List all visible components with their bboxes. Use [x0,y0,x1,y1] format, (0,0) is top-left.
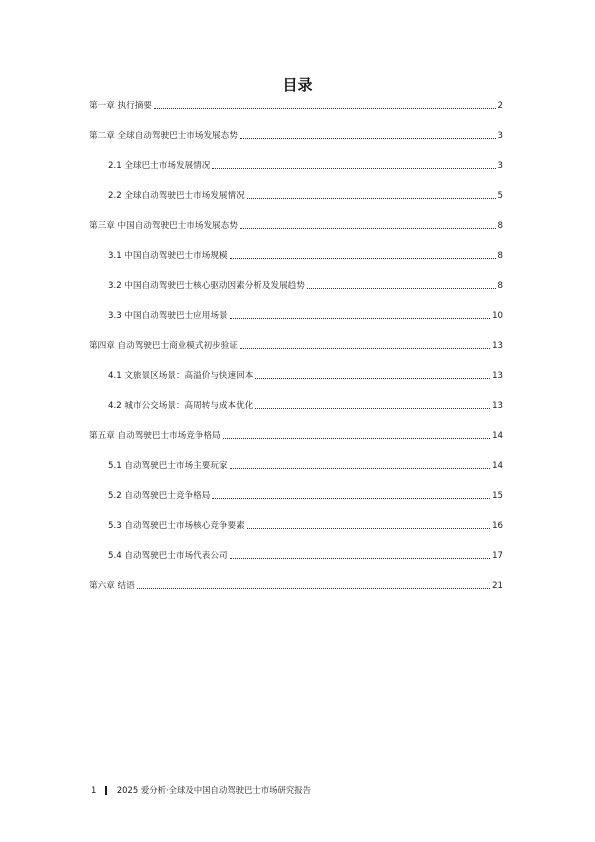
toc-page-number: 8 [497,281,503,291]
dot-leader [212,497,490,499]
dot-leader [137,587,490,589]
toc-entry-label: 3.2 中国自动驾驶巴士核心驱动因素分析及发展趋势 [108,281,305,291]
dot-leader [255,377,490,379]
toc-entry-label: 第四章 自动驾驶巴士商业模式初步验证 [89,341,238,351]
toc-entry-label: 第三章 中国自动驾驶巴士市场发展态势 [89,221,238,231]
toc-entry-label: 2.2 全球自动驾驶巴士市场发展情况 [108,191,245,201]
dot-leader [255,407,490,409]
toc-entry-label: 4.1 文旅景区场景：高溢价与快速回本 [108,371,254,381]
dot-leader [240,137,496,139]
toc-entry-section-3-2[interactable] [108,280,503,292]
toc-entry-section-4-2[interactable] [108,400,503,412]
toc-page-number: 3 [497,161,503,171]
page-footer [91,784,311,796]
dot-leader [230,317,491,319]
dot-leader [247,197,496,199]
toc-page-number: 2 [497,101,503,111]
toc-page-number: 13 [492,401,503,411]
toc-page-number: 14 [492,431,503,441]
toc-page-number: 8 [497,221,503,231]
toc-entry-chapter-6[interactable] [89,580,503,592]
dot-leader [240,227,496,229]
footer-report-title: 2025 爱分析·全球及中国自动驾驶巴士市场研究报告 [116,785,311,795]
toc-entry-section-2-1[interactable] [108,160,503,172]
toc-page-number: 16 [492,521,503,531]
toc-entry-label: 3.3 中国自动驾驶巴士应用场景 [108,311,228,321]
toc-entry-section-3-1[interactable] [108,250,503,262]
toc-entry-chapter-3[interactable] [89,220,503,232]
toc-entry-section-2-2[interactable] [108,190,503,202]
toc-entry-label: 第五章 自动驾驶巴士市场竞争格局 [89,431,221,441]
toc-entry-section-5-3[interactable] [108,520,503,532]
toc-entry-label: 5.4 自动驾驶巴士市场代表公司 [108,551,228,561]
toc-page-number: 14 [492,461,503,471]
toc-entry-label: 5.3 自动驾驶巴士市场核心竞争要素 [108,521,245,531]
dot-leader [230,257,496,259]
dot-leader [307,287,496,289]
toc-page-number: 10 [492,311,503,321]
toc-entry-chapter-1[interactable] [89,100,503,112]
toc-entry-label: 5.1 自动驾驶巴士市场主要玩家 [108,461,228,471]
toc-entry-section-5-1[interactable] [108,460,503,472]
toc-entry-label: 4.2 城市公交场景：高周转与成本优化 [108,401,254,411]
toc-entry-chapter-4[interactable] [89,340,503,352]
dot-leader [154,107,496,109]
toc-entry-chapter-5[interactable] [89,430,503,442]
dot-leader [240,347,490,349]
toc-page-number: 13 [492,371,503,381]
toc-page-number: 3 [497,131,503,141]
toc-page-number: 8 [497,251,503,261]
dot-leader [247,527,490,529]
footer-page-number: 1 [91,785,97,795]
footer-divider [105,786,107,795]
dot-leader [230,467,491,469]
page-title: 目录 [282,76,313,94]
dot-leader [230,557,491,559]
toc-entry-section-4-1[interactable] [108,370,503,382]
toc-page-number: 21 [492,581,503,591]
toc-entry-label: 3.1 中国自动驾驶巴士市场规模 [108,251,228,261]
dot-leader [223,437,490,439]
toc-entry-label: 第二章 全球自动驾驶巴士市场发展态势 [89,131,238,141]
dot-leader [212,167,495,169]
toc-entry-label: 第六章 结语 [89,581,135,591]
toc-entry-section-5-4[interactable] [108,550,503,562]
toc-entry-section-3-3[interactable] [108,310,503,322]
toc-page-number: 5 [497,191,503,201]
toc-entry-section-5-2[interactable] [108,490,503,502]
toc-page-number: 17 [492,551,503,561]
toc-entry-label: 第一章 执行摘要 [89,101,152,111]
toc-entry-label: 5.2 自动驾驶巴士竞争格局 [108,491,211,501]
toc-page-number: 15 [492,491,503,501]
toc-entry-label: 2.1 全球巴士市场发展情况 [108,161,211,171]
toc-entry-chapter-2[interactable] [89,130,503,142]
toc-page-number: 13 [492,341,503,351]
